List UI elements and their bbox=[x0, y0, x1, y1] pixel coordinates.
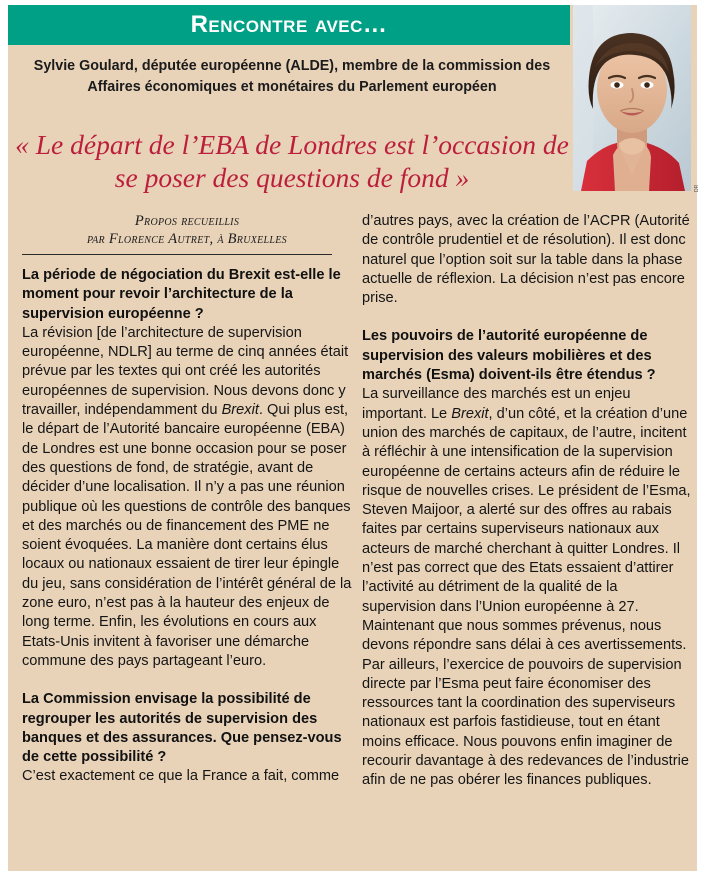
headline-quote: « Le départ de l’EBA de Londres est l’occasion de se poser des questions de fond » bbox=[15, 129, 569, 193]
byline bbox=[22, 212, 352, 254]
answer-text: d’autres pays, avec la création de l’ACPR (Autorité de contrôle prudentiel et de résolution). Il est donc naturel que l’option soit sur la table dans la phase actuelle de réflexion. La décision n’est pas encore prise. bbox=[362, 213, 690, 307]
masthead-bar bbox=[8, 5, 570, 45]
answer-part-1: La surveillance des marchés est un enjeu important. Le bbox=[362, 386, 631, 422]
paragraph-spacer bbox=[22, 671, 352, 690]
question-text: La période de négociation du Brexit est-elle le moment pour revoir l’architecture de la supervision européenne ? bbox=[22, 267, 341, 322]
question-text: La Commission envisage la possibilité de regrouper les autorités de supervision des banques et des assurances. Que pensez-vous de cette possibilité ? bbox=[22, 691, 342, 766]
photo-credit: DR bbox=[694, 184, 700, 192]
byline-line-1: Propos recueillis bbox=[134, 213, 240, 229]
answer-text bbox=[362, 385, 692, 790]
column-right bbox=[362, 212, 692, 791]
answer-emphasis: Brexit bbox=[221, 402, 259, 419]
answer-text: C’est exactement ce que la France a fait, comme bbox=[22, 768, 340, 785]
portrait-photo bbox=[573, 5, 691, 191]
column-left bbox=[22, 212, 352, 787]
byline-line-2: par Florence Autret, à Bruxelles bbox=[87, 231, 287, 247]
answer-text bbox=[22, 324, 352, 671]
answer-emphasis: Brexit bbox=[451, 405, 489, 422]
portrait-illustration bbox=[573, 5, 691, 191]
question-text: Les pouvoirs de l’autorité européenne de supervision des valeurs mobilières et des marchés (Esma) doivent-ils être étendus ? bbox=[362, 328, 656, 384]
answer-part-2: . Qui plus est, le départ de l’Autorité bancaire européenne (EBA) de Londres est une bonne occasion pour se poser des questions de fond, de stratégie, avant de décider d’une localisation. Il n’y a pas une réunion publique où les questions de contrôle des banques et des marchés ou de financement des PME ne soient évoquées. La manière dont certains élus locaux ou nationaux essaient de tirer leur épingle du jeu, sans considération de l’intérêt général de la zone euro, n’est pas à la hauteur des enjeux de long terme. Enfin, les évolutions en cours aux Etats-Unis invitent à favoriser une démarche commune des pays partageant l’euro. bbox=[22, 402, 352, 669]
paragraph-spacer bbox=[362, 308, 692, 327]
byline-divider bbox=[22, 254, 332, 255]
deck-text: Sylvie Goulard, députée européenne (ALDE), membre de la commission des Affaires économiques et monétaires du Parlement européen bbox=[33, 58, 551, 95]
answer-part-2: , d’un côté, et la création d’une union des marchés de capitaux, de l’autre, incitent à réfléchir à une intensification de la supervision européenne de certains acteurs afin de réduire le risque de nouvelles crises. Le président de l’Esma, Steven Maijoor, a alerté sur des offres au rabais faites par certains superviseurs nationaux aux acteurs de marché cherchant à quitter Londres. Il n’est pas correct que des Etats essaient d’attirer l’activité au détriment de la qualité de la supervision dans l’Union européenne à 27. Maintenant que nous sommes prévenus, nous devons répondre sans délai à ces avertissements. Par ailleurs, l’exercice de pouvoirs de supervision directe par l’Esma peut faire économiser des ressources tant la coordination des superviseurs nationaux est parfois fastidieuse, tout en étant moins efficace. Nous pouvons enfin imaginer de recourir davantage à des redevances de l’industrie afin de ne pas obérer les finances publiques. bbox=[362, 405, 691, 789]
masthead-title: Rencontre avec… bbox=[190, 11, 388, 38]
answer-part-1: La révision [de l’architecture de supervision européenne, NDLR] au terme de cinq années était prévue par les textes qui ont créé les autorités européennes de supervision. Nous devons donc y travailler, indépendamment du bbox=[22, 324, 349, 419]
